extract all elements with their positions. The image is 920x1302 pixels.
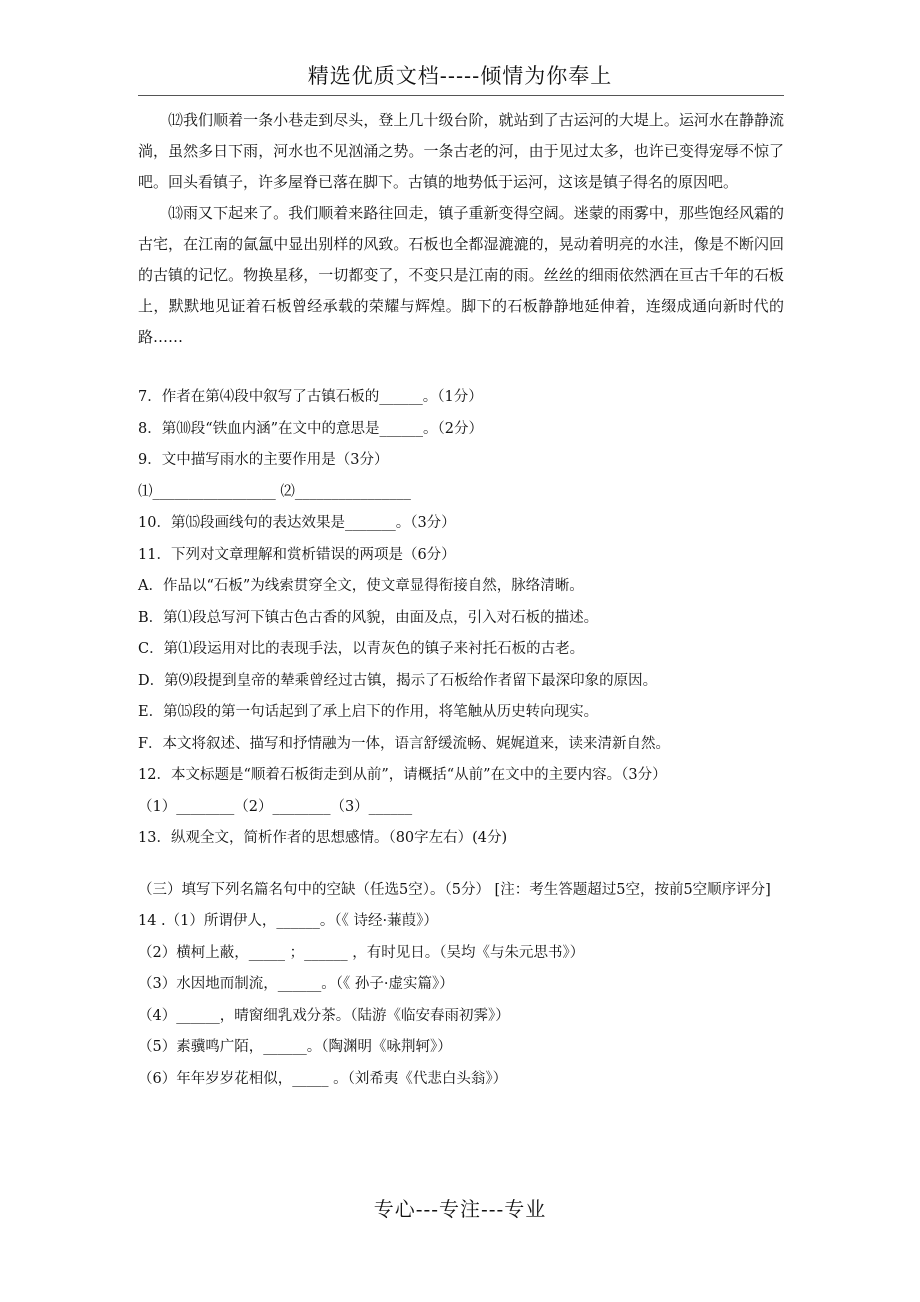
fill-item-6: （6）年年岁岁花相似，_____ 。（刘希夷《代悲白头翁》）	[138, 1070, 508, 1087]
question-7: 7．作者在第⑷段中叙写了古镇石板的______。（1分）	[138, 389, 483, 405]
header-rule	[138, 95, 784, 96]
option-a: A．作品以“石板”为线索贯穿全文，使文章显得衔接自然，脉络清晰。	[138, 578, 584, 594]
fill-item-3: （3）水因地而制流，______。（《 孙子·虚实篇》）	[138, 976, 454, 992]
option-e: E．第⒂段的第一句话起到了承上启下的作用，将笔触从历史转向现实。	[138, 704, 599, 720]
option-c: C．第⑴段运用对比的表现手法，以青灰色的镇子来衬托石板的古老。	[138, 641, 585, 657]
option-f: F．本文将叙述、描写和抒情融为一体，语言舒缓流畅、娓娓道来，读来清新自然。	[138, 735, 671, 752]
question-11: 11．下列对文章理解和赏析错误的两项是（6分）	[138, 546, 456, 563]
fill-item-5: （5）素骥鸣广陌，______。（陶渊明《咏荆轲》）	[138, 1039, 452, 1055]
spacer	[138, 353, 784, 382]
question-12-blanks: （1）________（2）________（3）______	[138, 798, 413, 815]
fill-item-1: 14 .（1）所谓伊人，______。（《 诗经·蒹葭》）	[138, 913, 438, 929]
question-12: 12．本文标题是“顺着石板街走到从前”，请概括“从前”在文中的主要内容。（3分）	[138, 767, 667, 783]
document-body	[138, 105, 784, 1095]
page-footer: 专心---专注---专业	[373, 1197, 547, 1221]
option-d: D．第⑼段提到皇帝的辇乘曾经过古镇，揭示了石板给作者留下最深印象的原因。	[138, 672, 658, 689]
question-13: 13．纵观全文，简析作者的思想感情。（80字左右）(4分)	[138, 830, 508, 846]
section-3-intro: （三）填写下列名篇名句中的空缺（任选5空）。（5分） [注：考生答题超过5空，按前5空顺序评分]	[138, 881, 771, 898]
paragraph-12: ⑿我们顺着一条小巷走到尽头，登上几十级台阶，就站到了古运河的大堤上。运河水在静静流淌，虽然多日下雨，河水也不见汹涌之势。一条古老的河，由于见过太多，也许已变得宠辱不惊了吧。回头看镇子，许多屋脊已落在脚下。古镇的地势低于运河，这该是镇子得名的原因吧。	[138, 111, 784, 191]
page-header: 精选优质文档-----倾情为你奉上	[307, 64, 613, 88]
spacer	[138, 855, 784, 875]
option-b: B．第⑴段总写河下镇古色古香的风貌，由面及点，引入对石板的描述。	[138, 609, 599, 626]
question-10: 10．第⒂段画线句的表达效果是_______。（3分）	[138, 515, 456, 531]
fill-item-4: （4）______，晴窗细乳戏分茶。（陆游《临安春雨初霁》）	[138, 1007, 510, 1024]
question-8: 8．第⑽段“铁血内涵”在文中的意思是______。（2分）	[138, 420, 484, 437]
question-9: 9．文中描写雨水的主要作用是（3分）	[138, 452, 389, 468]
fill-item-2: （2）横柯上蔽，_____ ；______ ，有时见日。（吴均《与朱元思书》）	[138, 944, 585, 961]
question-9-blanks: ⑴_________________ ⑵________________	[138, 483, 411, 500]
paragraph-13: ⒀雨又下起来了。我们顺着来路往回走，镇子重新变得空阔。迷蒙的雨雾中，那些饱经风霜的古宅，在江南的氤氲中显出别样的风致。石板也全都湿漉漉的，晃动着明亮的水洼，像是不断闪回的古镇的记忆。物换星移，一切都变了，不变只是江南的雨。丝丝的细雨依然洒在亘古千年的石板上，默默地见证着石板曾经承载的荣耀与辉煌。脚下的石板静静地延伸着，连缀成通向新时代的路……	[138, 204, 784, 346]
